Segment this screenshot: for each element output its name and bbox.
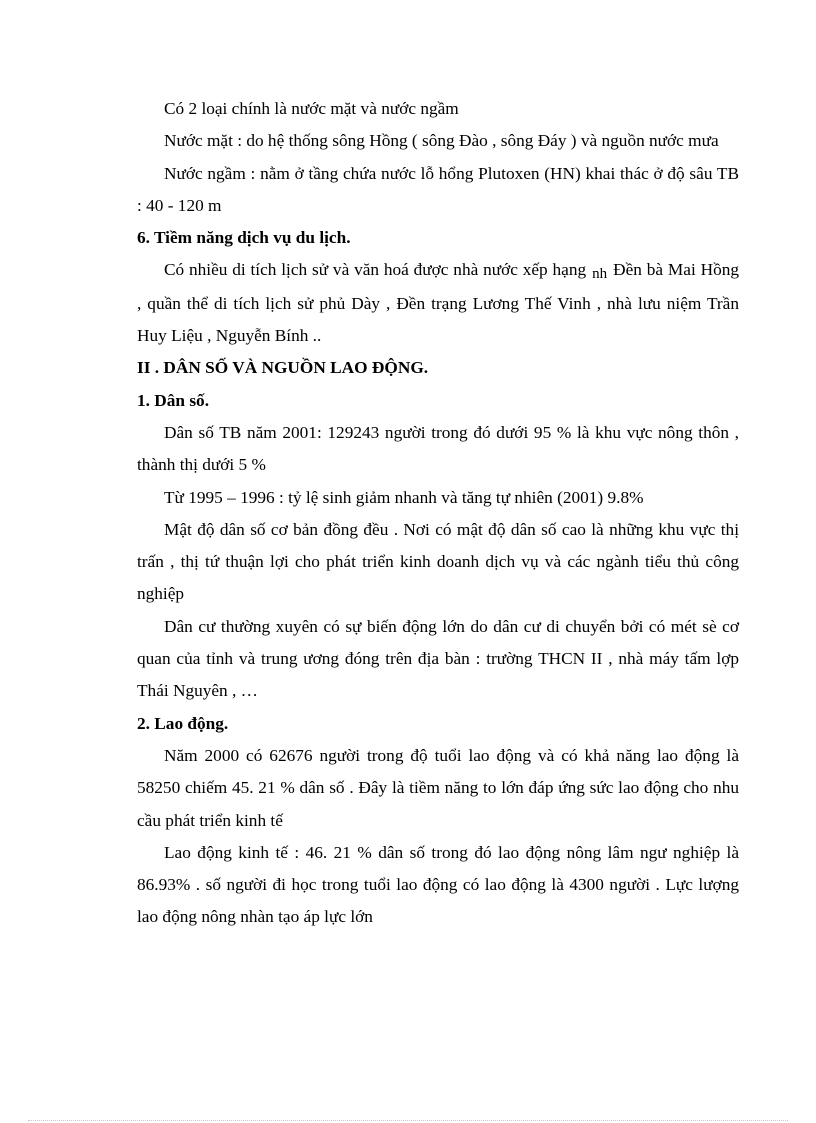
document-body — [137, 93, 739, 934]
paragraph-economic-labour: Lao động kinh tế : 46. 21 % dân số trong đó lao động nông lâm ngư nghiệp là 86.93% . số người đi học trong tuổi lao động có lao động là 4300 người . Lực lượng lao động nông nhàn tạo áp lực lớn — [137, 842, 739, 927]
heading-tourism-potential: 6. Tiềm năng dịch vụ du lịch. — [137, 228, 351, 248]
paragraph-groundwater: Nước ngầm : nằm ở tầng chứa nước lỗ hổng Plutoxen (HN) khai thác ở độ sâu TB : 40 - 120 m — [137, 163, 739, 215]
heritage-text-before: Có nhiều di tích lịch sử và văn hoá được nhà nước xếp hạng — [164, 260, 587, 280]
paragraph-surface-water: Nước mặt : do hệ thống sông Hồng ( sông Đào , sông Đáy ) và nguồn nước mưa — [164, 131, 719, 151]
paragraph-population-density: Mật độ dân số cơ bản đồng đều . Nơi có mật độ dân số cao là những khu vực thị trấn , thị tứ thuận lợi cho phát triển kinh doanh dịch vụ và các ngành tiểu thủ công nghiệp — [137, 519, 739, 604]
paragraph-birth-rate: Từ 1995 – 1996 : tỷ lệ sinh giảm nhanh và tăng tự nhiên (2001) 9.8% — [164, 487, 644, 507]
heritage-text-after: Đền bà Mai Hồng , quần thể di tích lịch sử phủ Dày , Đền trạng Lương Thế Vinh , nhà lưu niệm Trần Huy Liệu , Nguyễn Bính .. — [137, 260, 739, 346]
heritage-inline-fragment: nh — [592, 266, 608, 283]
paragraph-water-types: Có 2 loại chính là nước mặt và nước ngầm — [164, 99, 459, 118]
paragraph-population-2001: Dân số TB năm 2001: 129243 người trong đó dưới 95 % là khu vực nông thôn , thành thị dưới 5 % — [137, 422, 739, 475]
heading-population-labour: II . DÂN SỐ VÀ NGUỒN LAO ĐỘNG. — [137, 358, 429, 378]
page-bottom-divider — [28, 1120, 788, 1121]
paragraph-migration: Dân cư thường xuyên có sự biến động lớn do dân cư di chuyển bởi có mét sè cơ quan của tỉnh và trung ương đóng trên địa bàn : trường THCN II , nhà máy tấm lợp Thái Nguyên , … — [137, 616, 739, 701]
heading-population: 1. Dân số. — [137, 390, 210, 410]
heading-labour: 2. Lao động. — [137, 713, 229, 733]
paragraph-labour-2000: Năm 2000 có 62676 người trong độ tuổi lao động và có khả năng lao động là 58250 chiếm 45. 21 % dân số . Đây là tiềm năng to lớn đáp ứng sức lao động cho nhu cầu phát triển kinh tế — [137, 745, 739, 830]
paragraph-heritage-sites — [137, 254, 739, 352]
